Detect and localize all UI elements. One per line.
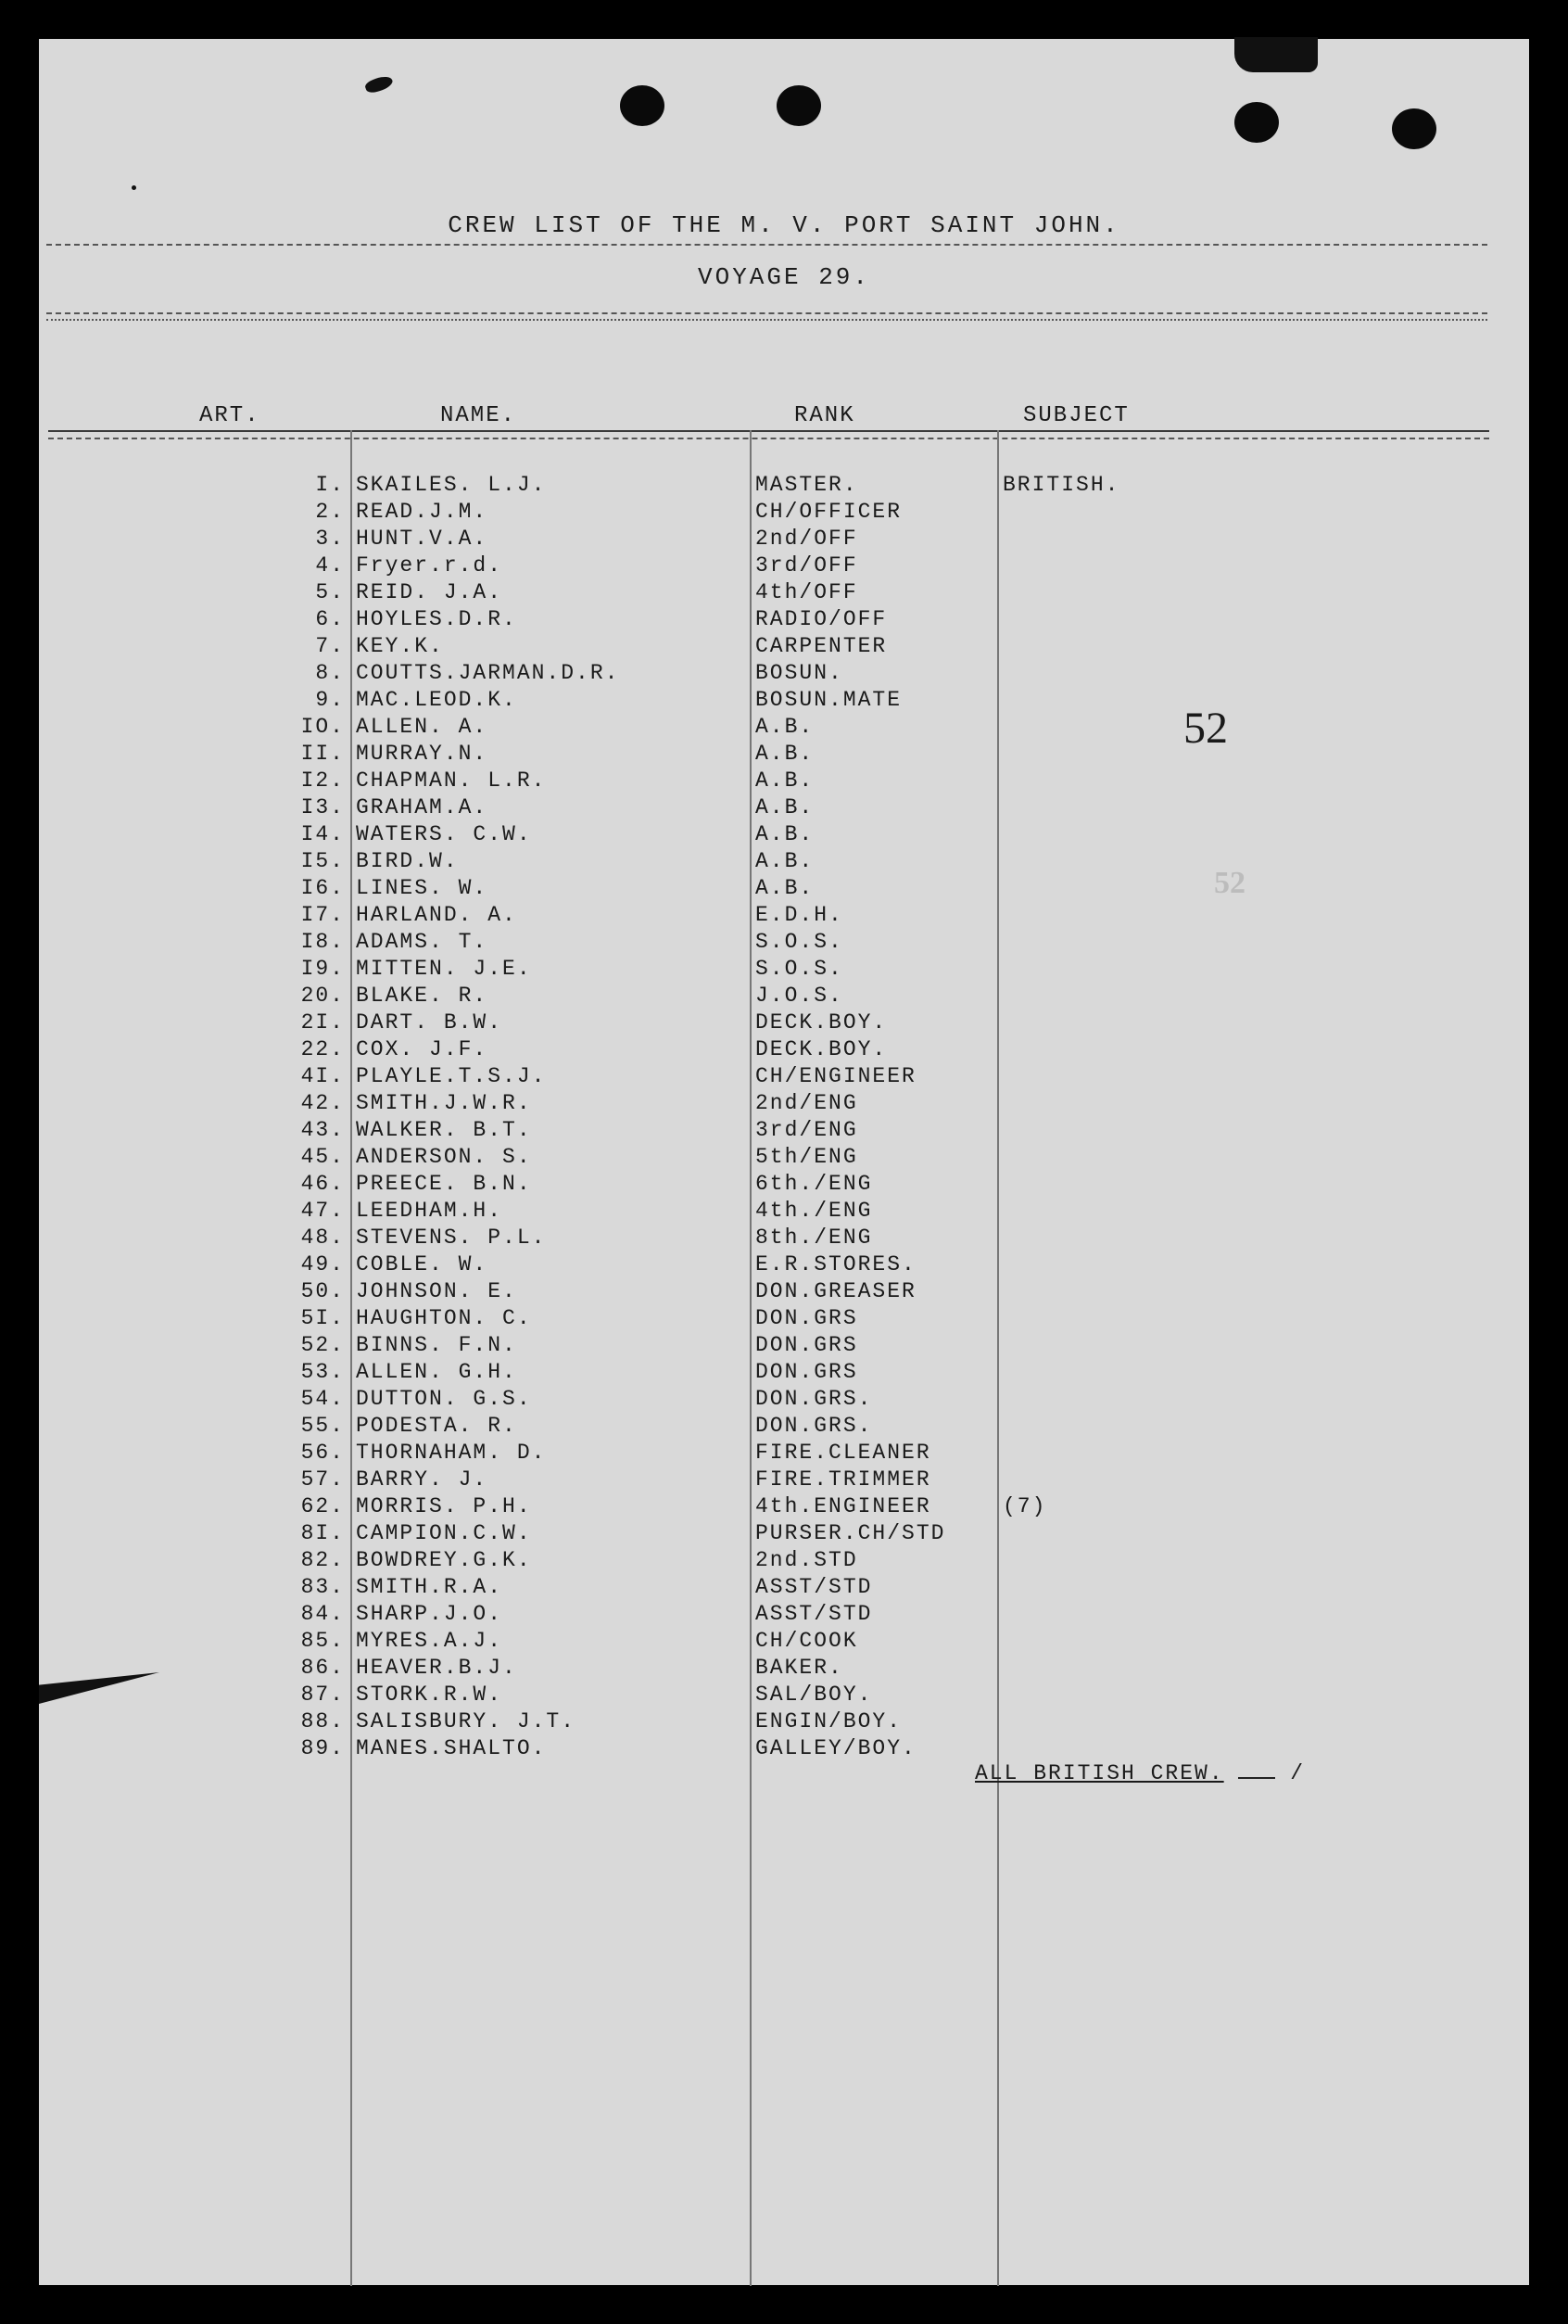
table-row [39,930,1529,957]
footer-note-text: ALL BRITISH CREW. [975,1761,1224,1785]
table-row [39,1064,1529,1091]
name-cell: MYRES.A.J. [356,1629,503,1653]
art-cell: I. [315,473,345,497]
column-header-subject: SUBJECT [1023,403,1130,428]
name-cell: WALKER. B.T. [356,1118,532,1142]
name-cell: SHARP.J.O. [356,1602,503,1626]
footer-slash: / [1290,1761,1306,1785]
rank-cell: DON.GRS [755,1333,858,1357]
rank-cell: A.B. [755,742,815,766]
table-row [39,1414,1529,1441]
name-cell: BLAKE. R. [356,984,488,1008]
art-cell: 9. [315,688,345,712]
name-cell: WATERS. C.W. [356,822,532,846]
rank-cell: RADIO/OFF [755,607,888,631]
art-cell: I4. [300,822,345,846]
table-row [39,957,1529,984]
punch-hole-2 [777,85,821,126]
art-cell: 54. [300,1387,345,1411]
rank-cell: E.R.STORES. [755,1252,917,1276]
art-cell: 5I. [300,1306,345,1330]
name-cell: READ.J.M. [356,500,488,524]
torn-corner [1234,37,1318,72]
document-page [39,39,1529,2285]
art-cell: 52. [300,1333,345,1357]
art-cell: 8I. [300,1521,345,1545]
name-cell: DART. B.W. [356,1010,503,1035]
name-cell: ADAMS. T. [356,930,488,954]
page-number-stamp: 52 [1183,704,1228,753]
art-cell: I9. [300,957,345,981]
table-row [39,1252,1529,1279]
name-cell: MAC.LEOD.K. [356,688,517,712]
art-cell: I3. [300,795,345,819]
rank-cell: A.B. [755,822,815,846]
art-cell: 2I. [300,1010,345,1035]
title-rule [46,244,1487,246]
rank-cell: ASST/STD [755,1602,873,1626]
rank-cell: S.O.S. [755,930,843,954]
rank-cell: ENGIN/BOY. [755,1709,903,1733]
table-row [39,984,1529,1010]
rank-cell: A.B. [755,876,815,900]
table-row [39,1333,1529,1360]
rank-cell: 3rd/ENG [755,1118,858,1142]
table-row [39,607,1529,634]
name-cell: STORK.R.W. [356,1683,503,1707]
rank-cell: BAKER. [755,1656,843,1680]
table-row [39,1709,1529,1736]
art-cell: 87. [300,1683,345,1707]
rank-cell: DON.GRS. [755,1414,873,1438]
rank-cell: ASST/STD [755,1575,873,1599]
art-cell: 49. [300,1252,345,1276]
art-cell: 86. [300,1656,345,1680]
header-rule [48,430,1489,432]
page-number-faint: 52 [1214,866,1246,900]
name-cell: LINES. W. [356,876,488,900]
name-cell: PLAYLE.T.S.J. [356,1064,547,1088]
name-cell: KEY.K. [356,634,444,658]
punch-hole-4 [1392,108,1436,149]
rank-cell: CH/ENGINEER [755,1064,917,1088]
rank-cell: CARPENTER [755,634,888,658]
name-cell: SMITH.J.W.R. [356,1091,532,1115]
art-cell: 62. [300,1494,345,1518]
name-cell: HUNT.V.A. [356,527,488,551]
name-cell: COUTTS.JARMAN.D.R. [356,661,620,685]
table-row [39,1441,1529,1467]
name-cell: MORRIS. P.H. [356,1494,532,1518]
column-header-art: ART. [199,403,260,428]
rank-cell: A.B. [755,768,815,793]
rank-cell: 3rd/OFF [755,553,858,578]
table-row [39,500,1529,527]
name-cell: SKAILES. L.J. [356,473,547,497]
art-cell: 47. [300,1199,345,1223]
table-row [39,1360,1529,1387]
table-row [39,849,1529,876]
name-cell: LEEDHAM.H. [356,1199,503,1223]
rank-cell: SAL/BOY. [755,1683,873,1707]
table-row [39,1118,1529,1145]
art-cell: 3. [315,527,345,551]
art-cell: 85. [300,1629,345,1653]
rank-cell: FIRE.CLEANER [755,1441,931,1465]
rank-cell: DON.GRS. [755,1387,873,1411]
art-cell: 20. [300,984,345,1008]
table-row [39,1279,1529,1306]
name-cell: Fryer.r.d. [356,553,503,578]
art-cell: 6. [315,607,345,631]
name-cell: BINNS. F.N. [356,1333,517,1357]
name-cell: JOHNSON. E. [356,1279,517,1303]
footer-note [975,1761,1305,1785]
name-cell: GRAHAM.A. [356,795,488,819]
name-cell: MANES.SHALTO. [356,1736,547,1760]
art-cell: 56. [300,1441,345,1465]
name-cell: REID. J.A. [356,580,503,604]
art-cell: 8. [315,661,345,685]
table-row [39,822,1529,849]
table-row [39,768,1529,795]
rank-cell: CH/OFFICER [755,500,903,524]
name-cell: ALLEN. G.H. [356,1360,517,1384]
rank-cell: CH/COOK [755,1629,858,1653]
name-cell: ANDERSON. S. [356,1145,532,1169]
art-cell: 7. [315,634,345,658]
table-row [39,1736,1529,1763]
art-cell: II. [300,742,345,766]
art-cell: I2. [300,768,345,793]
art-cell: 88. [300,1709,345,1733]
rank-cell: A.B. [755,849,815,873]
name-cell: BOWDREY.G.K. [356,1548,532,1572]
table-row [39,1656,1529,1683]
table-row [39,1467,1529,1494]
subtitle-rule-2 [46,319,1487,321]
art-cell: 82. [300,1548,345,1572]
name-cell: HEAVER.B.J. [356,1656,517,1680]
name-cell: HOYLES.D.R. [356,607,517,631]
art-cell: 46. [300,1172,345,1196]
subtitle-rule [46,312,1487,314]
rank-cell: 8th./ENG [755,1225,873,1250]
name-cell: DUTTON. G.S. [356,1387,532,1411]
table-row [39,1199,1529,1225]
header-rule-2 [48,438,1489,439]
rank-cell: 4th./ENG [755,1199,873,1223]
art-cell: I5. [300,849,345,873]
art-cell: 48. [300,1225,345,1250]
rank-cell: BOSUN. [755,661,843,685]
table-row [39,1172,1529,1199]
column-header-name: NAME. [440,403,517,428]
rank-cell: A.B. [755,795,815,819]
name-cell: ALLEN. A. [356,715,488,739]
table-row [39,1548,1529,1575]
rank-cell: E.D.H. [755,903,843,927]
rank-cell: 6th./ENG [755,1172,873,1196]
table-row [39,1306,1529,1333]
column-header-rank: RANK [794,403,855,428]
table-row [39,1683,1529,1709]
name-cell: SALISBURY. J.T. [356,1709,576,1733]
name-cell: COX. J.F. [356,1037,488,1061]
name-cell: BIRD.W. [356,849,459,873]
art-cell: I8. [300,930,345,954]
art-cell: 55. [300,1414,345,1438]
name-cell: HAUGHTON. C. [356,1306,532,1330]
table-row [39,1521,1529,1548]
punch-hole-1 [620,85,664,126]
art-cell: I6. [300,876,345,900]
rank-cell: 5th/ENG [755,1145,858,1169]
name-cell: SMITH.R.A. [356,1575,503,1599]
rank-cell: DON.GREASER [755,1279,917,1303]
table-row [39,742,1529,768]
art-cell: 42. [300,1091,345,1115]
table-row [39,1010,1529,1037]
table-row [39,1387,1529,1414]
rank-cell: BOSUN.MATE [755,688,903,712]
art-cell: IO. [300,715,345,739]
ink-blot [364,73,395,95]
art-cell: 84. [300,1602,345,1626]
table-row [39,473,1529,500]
name-cell: BARRY. J. [356,1467,488,1492]
art-cell: 4. [315,553,345,578]
rank-cell: GALLEY/BOY. [755,1736,917,1760]
table-row [39,903,1529,930]
rank-cell: DECK.BOY. [755,1037,888,1061]
art-cell: 83. [300,1575,345,1599]
art-cell: 2. [315,500,345,524]
art-cell: 53. [300,1360,345,1384]
art-cell: 57. [300,1467,345,1492]
subject-cell: (7) [1003,1494,1047,1518]
footer-underline [1238,1777,1275,1779]
name-cell: CHAPMAN. L.R. [356,768,547,793]
table-row [39,1629,1529,1656]
name-cell: STEVENS. P.L. [356,1225,547,1250]
rank-cell: A.B. [755,715,815,739]
table-row [39,1225,1529,1252]
name-cell: THORNAHAM. D. [356,1441,547,1465]
document-title: CREW LIST OF THE M. V. PORT SAINT JOHN. [448,211,1120,239]
subject-cell: BRITISH. [1003,473,1120,497]
table-row [39,1602,1529,1629]
rank-cell: MASTER. [755,473,858,497]
art-cell: 22. [300,1037,345,1061]
table-row [39,1091,1529,1118]
name-cell: COBLE. W. [356,1252,488,1276]
rank-cell: DON.GRS [755,1360,858,1384]
rank-cell: DECK.BOY. [755,1010,888,1035]
name-cell: MITTEN. J.E. [356,957,532,981]
art-cell: 45. [300,1145,345,1169]
table-row [39,876,1529,903]
table-row [39,553,1529,580]
rank-cell: DON.GRS [755,1306,858,1330]
table-row [39,634,1529,661]
table-row [39,688,1529,715]
rank-cell: PURSER.CH/STD [755,1521,946,1545]
table-row [39,715,1529,742]
ink-dot [132,185,136,190]
art-cell: 43. [300,1118,345,1142]
table-row [39,795,1529,822]
rank-cell: FIRE.TRIMMER [755,1467,931,1492]
rank-cell: 4th/OFF [755,580,858,604]
table-row [39,1037,1529,1064]
document-subtitle: VOYAGE 29. [697,263,871,291]
table-row [39,527,1529,553]
name-cell: HARLAND. A. [356,903,517,927]
rank-cell: 4th.ENGINEER [755,1494,931,1518]
art-cell: 89. [300,1736,345,1760]
name-cell: MURRAY.N. [356,742,488,766]
art-cell: I7. [300,903,345,927]
rank-cell: J.O.S. [755,984,843,1008]
table-row [39,580,1529,607]
name-cell: PREECE. B.N. [356,1172,532,1196]
table-row [39,1575,1529,1602]
rank-cell: 2nd/ENG [755,1091,858,1115]
rank-cell: S.O.S. [755,957,843,981]
art-cell: 50. [300,1279,345,1303]
name-cell: PODESTA. R. [356,1414,517,1438]
rank-cell: 2nd.STD [755,1548,858,1572]
punch-hole-3 [1234,102,1279,143]
table-row [39,661,1529,688]
art-cell: 5. [315,580,345,604]
name-cell: CAMPION.C.W. [356,1521,532,1545]
table-row [39,1145,1529,1172]
rank-cell: 2nd/OFF [755,527,858,551]
table-row [39,1494,1529,1521]
art-cell: 4I. [300,1064,345,1088]
